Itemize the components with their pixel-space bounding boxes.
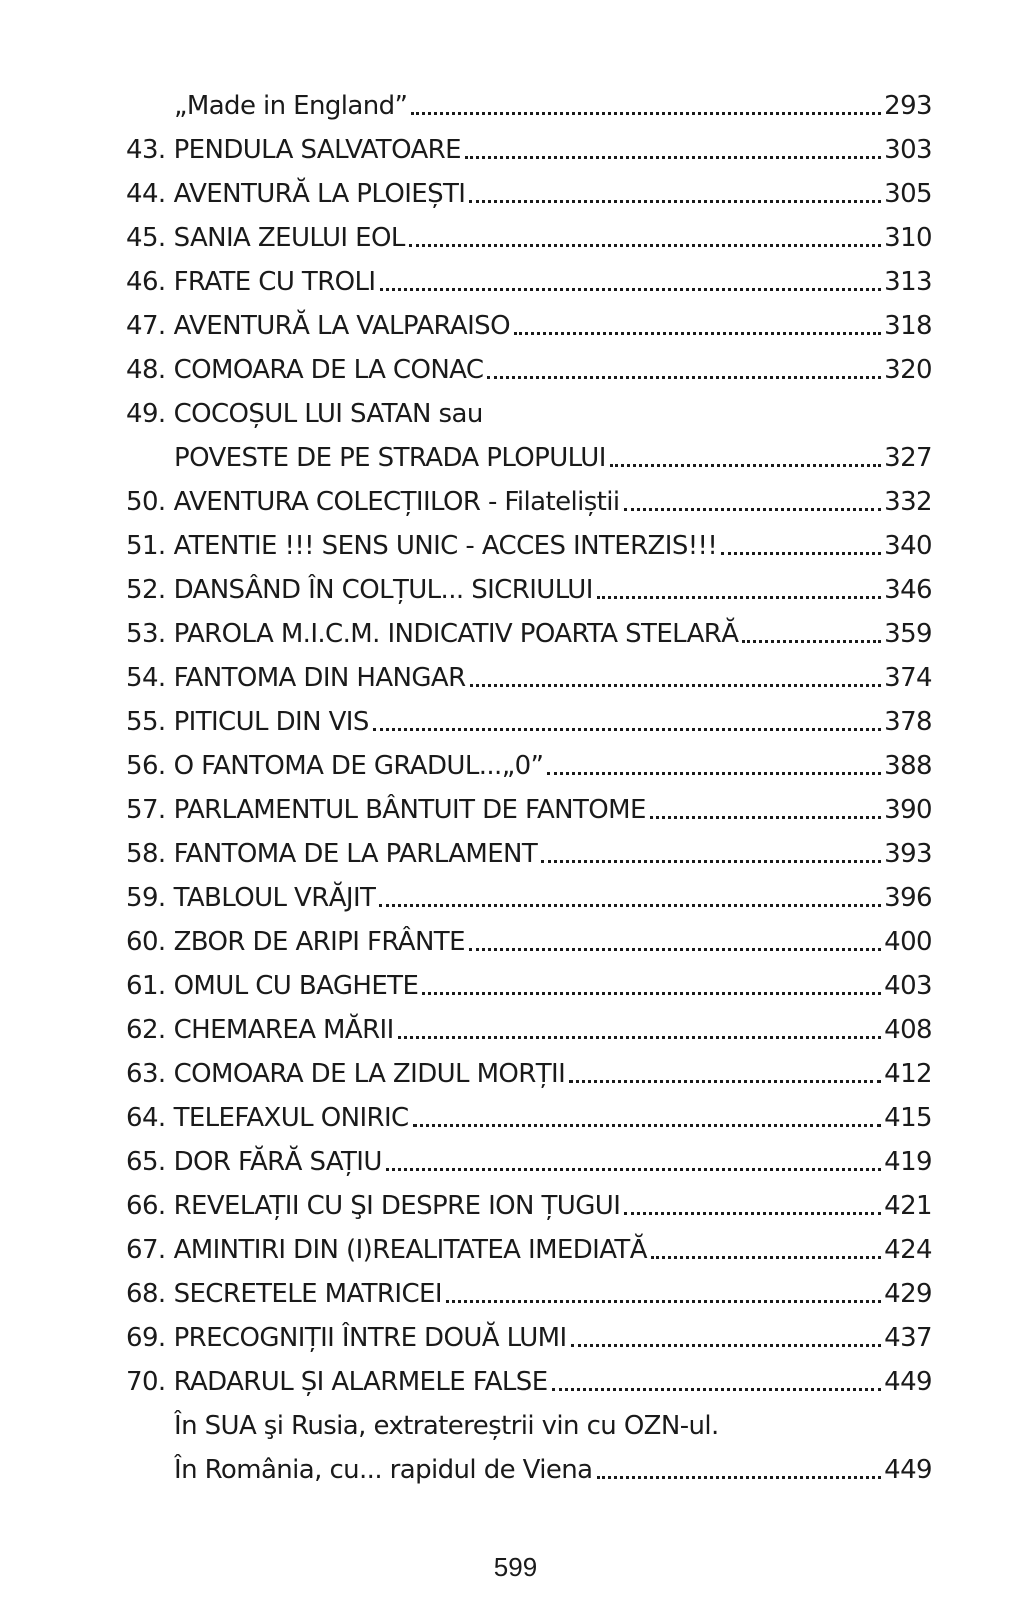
toc-entry-title: RADARUL ȘI ALARMELE FALSE (173, 1367, 548, 1397)
toc-entry (126, 876, 932, 920)
toc-entry-title: REVELAȚII CU ŞI DESPRE ION ȚUGUI (173, 1191, 621, 1221)
dot-leader (422, 992, 881, 995)
dot-leader (552, 1388, 882, 1391)
dot-leader (651, 1256, 881, 1259)
toc-entry-page: 412 (884, 1059, 932, 1089)
toc-entry-number: 47. (126, 311, 166, 341)
toc-entry-number: 55. (126, 707, 166, 737)
toc-entry-number: 52. (126, 575, 166, 605)
toc-entry-page: 293 (884, 91, 932, 121)
toc-entry-page: 359 (884, 619, 932, 649)
toc-entry (126, 1360, 932, 1404)
toc-entry-page: 303 (884, 135, 932, 165)
toc-entry-title: TABLOUL VRĂJIT (173, 883, 376, 913)
dot-leader (541, 860, 881, 863)
toc-entry (126, 920, 932, 964)
toc-entry-page: 332 (884, 487, 932, 517)
toc-entry-title: COCOȘUL LUI SATAN sau (173, 399, 483, 429)
toc-entry-title: ZBOR DE ARIPI FRÂNTE (173, 927, 465, 957)
toc-entry (126, 700, 932, 744)
dot-leader (569, 1080, 881, 1083)
toc-entry-page: 340 (884, 531, 932, 561)
toc-entry-page: 390 (884, 795, 932, 825)
toc-entry-title: În SUA şi Rusia, extratereștrii vin cu OZN-ul. (174, 1411, 719, 1441)
toc-entry (126, 172, 932, 216)
toc-entry (126, 832, 932, 876)
toc-entry-page: 346 (884, 575, 932, 605)
toc-entry-page: 449 (884, 1455, 932, 1485)
toc-entry (126, 128, 932, 172)
toc-entry-page: 310 (884, 223, 932, 253)
toc-entry-number: 54. (126, 663, 166, 693)
toc-entry-title: AVENTURĂ LA PLOIEȘTI (173, 179, 466, 209)
dot-leader (465, 156, 881, 159)
toc-entry-number: 68. (126, 1279, 166, 1309)
toc-entry-title: FRATE CU TROLI (173, 267, 376, 297)
toc-entry (126, 436, 932, 480)
toc-entry-number: 48. (126, 355, 166, 385)
toc-entry-title: AMINTIRI DIN (I)REALITATEA IMEDIATĂ (173, 1235, 647, 1265)
dot-leader (721, 552, 881, 555)
toc-entry (126, 524, 932, 568)
toc-entry-title: AVENTURĂ LA VALPARAISO (173, 311, 510, 341)
toc-entry (126, 84, 932, 128)
dot-leader (446, 1300, 881, 1303)
toc-entry (126, 1052, 932, 1096)
dot-leader (487, 376, 881, 379)
dot-leader (469, 200, 881, 203)
toc-entry (126, 1140, 932, 1184)
dot-leader (469, 948, 881, 951)
toc-entry-title: AVENTURA COLECȚIILOR - Filateliștii (173, 487, 620, 517)
toc-entry-title: COMOARA DE LA CONAC (173, 355, 484, 385)
toc-entry-number: 70. (126, 1367, 166, 1397)
dot-leader (411, 112, 881, 115)
toc-entry (126, 612, 932, 656)
toc-entry-number: 64. (126, 1103, 166, 1133)
toc-entry (126, 392, 932, 436)
toc-entry-title: În România, cu... rapidul de Viena (174, 1455, 593, 1485)
toc-entry-page: 305 (884, 179, 932, 209)
toc-entry-number: 49. (126, 399, 166, 429)
toc-entry (126, 1448, 932, 1492)
dot-leader (413, 1124, 882, 1127)
toc-entry-title: PAROLA M.I.C.M. INDICATIV POARTA STELARĂ (173, 619, 739, 649)
toc-entry (126, 304, 932, 348)
toc-entry-page: 327 (884, 443, 932, 473)
toc-entry-title: DANSÂND ÎN COLȚUL... SICRIULUI (173, 575, 593, 605)
toc-entry-number: 45. (126, 223, 166, 253)
toc-entry-number: 67. (126, 1235, 166, 1265)
toc-entry-title: TELEFAXUL ONIRIC (173, 1103, 409, 1133)
toc-entry-page: 437 (884, 1323, 932, 1353)
dot-leader (373, 728, 881, 731)
table-of-contents (126, 84, 932, 1492)
toc-entry-page: 318 (884, 311, 932, 341)
toc-entry-title: PARLAMENTUL BÂNTUIT DE FANTOME (173, 795, 646, 825)
page-number: 599 (493, 1552, 538, 1582)
toc-entry-number: 50. (126, 487, 166, 517)
toc-entry-number: 43. (126, 135, 166, 165)
toc-entry-page: 396 (884, 883, 932, 913)
dot-leader (650, 816, 881, 819)
toc-entry (126, 1404, 932, 1448)
toc-entry-number: 44. (126, 179, 166, 209)
dot-leader (624, 508, 882, 511)
toc-entry-page: 421 (884, 1191, 932, 1221)
toc-entry-page: 415 (884, 1103, 932, 1133)
dot-leader (409, 244, 881, 247)
toc-entry-page: 388 (884, 751, 932, 781)
dot-leader (514, 332, 881, 335)
toc-entry (126, 348, 932, 392)
toc-entry-title: COMOARA DE LA ZIDUL MORȚII (173, 1059, 566, 1089)
toc-entry-number: 56. (126, 751, 166, 781)
toc-entry-number: 65. (126, 1147, 166, 1177)
dot-leader (380, 288, 882, 291)
toc-entry (126, 1228, 932, 1272)
toc-entry (126, 216, 932, 260)
toc-entry (126, 656, 932, 700)
toc-entry (126, 480, 932, 524)
toc-entry (126, 1184, 932, 1228)
toc-entry-title: PRECOGNIȚII ÎNTRE DOUĂ LUMI (173, 1323, 567, 1353)
toc-entry-number: 46. (126, 267, 166, 297)
toc-entry-page: 313 (884, 267, 932, 297)
toc-entry (126, 744, 932, 788)
toc-entry-title: SANIA ZEULUI EOL (173, 223, 405, 253)
toc-entry-number: 69. (126, 1323, 166, 1353)
toc-entry-title: OMUL CU BAGHETE (173, 971, 419, 1001)
toc-entry-page: 400 (884, 927, 932, 957)
toc-entry (126, 1272, 932, 1316)
dot-leader (398, 1036, 881, 1039)
toc-entry-title: POVESTE DE PE STRADA PLOPULUI (174, 443, 606, 473)
toc-entry-number: 59. (126, 883, 166, 913)
toc-entry-page: 374 (884, 663, 932, 693)
toc-entry-number: 57. (126, 795, 166, 825)
toc-entry (126, 1316, 932, 1360)
toc-entry-page: 403 (884, 971, 932, 1001)
toc-entry-title: ATENTIE !!! SENS UNIC - ACCES INTERZIS!!! (173, 531, 718, 561)
toc-entry-number: 51. (126, 531, 166, 561)
toc-entry-number: 60. (126, 927, 166, 957)
toc-entry-title: PITICUL DIN VIS (173, 707, 369, 737)
toc-entry (126, 1008, 932, 1052)
toc-entry-title: CHEMAREA MĂRII (173, 1015, 394, 1045)
toc-entry-number: 61. (126, 971, 166, 1001)
toc-entry-title: DOR FĂRĂ SAȚIU (173, 1147, 382, 1177)
dot-leader (470, 684, 882, 687)
toc-entry-title: FANTOMA DE LA PARLAMENT (173, 839, 538, 869)
toc-entry-number: 53. (126, 619, 166, 649)
toc-entry-page: 320 (884, 355, 932, 385)
dot-leader (547, 772, 881, 775)
dot-leader (597, 1476, 882, 1479)
dot-leader (379, 904, 881, 907)
dot-leader (624, 1212, 881, 1215)
dot-leader (742, 640, 881, 643)
dot-leader (610, 464, 881, 467)
toc-entry-page: 424 (884, 1235, 932, 1265)
toc-entry-title: FANTOMA DIN HANGAR (173, 663, 466, 693)
toc-entry-page: 419 (884, 1147, 932, 1177)
toc-entry-number: 63. (126, 1059, 166, 1089)
toc-entry-title: O FANTOMA DE GRADUL...„0” (173, 751, 544, 781)
toc-entry-title: „Made in England” (174, 91, 408, 121)
toc-entry-page: 378 (884, 707, 932, 737)
toc-entry-number: 58. (126, 839, 166, 869)
toc-entry (126, 788, 932, 832)
toc-entry (126, 568, 932, 612)
toc-entry-title: SECRETELE MATRICEI (173, 1279, 442, 1309)
toc-entry (126, 1096, 932, 1140)
toc-entry (126, 260, 932, 304)
toc-entry-title: PENDULA SALVATOARE (173, 135, 461, 165)
dot-leader (386, 1168, 881, 1171)
toc-entry-page: 393 (884, 839, 932, 869)
toc-entry-number: 66. (126, 1191, 166, 1221)
toc-entry (126, 964, 932, 1008)
toc-entry-number: 62. (126, 1015, 166, 1045)
dot-leader (571, 1344, 882, 1347)
toc-entry-page: 429 (884, 1279, 932, 1309)
dot-leader (597, 596, 881, 599)
toc-entry-page: 449 (884, 1367, 932, 1397)
toc-entry-page: 408 (884, 1015, 932, 1045)
